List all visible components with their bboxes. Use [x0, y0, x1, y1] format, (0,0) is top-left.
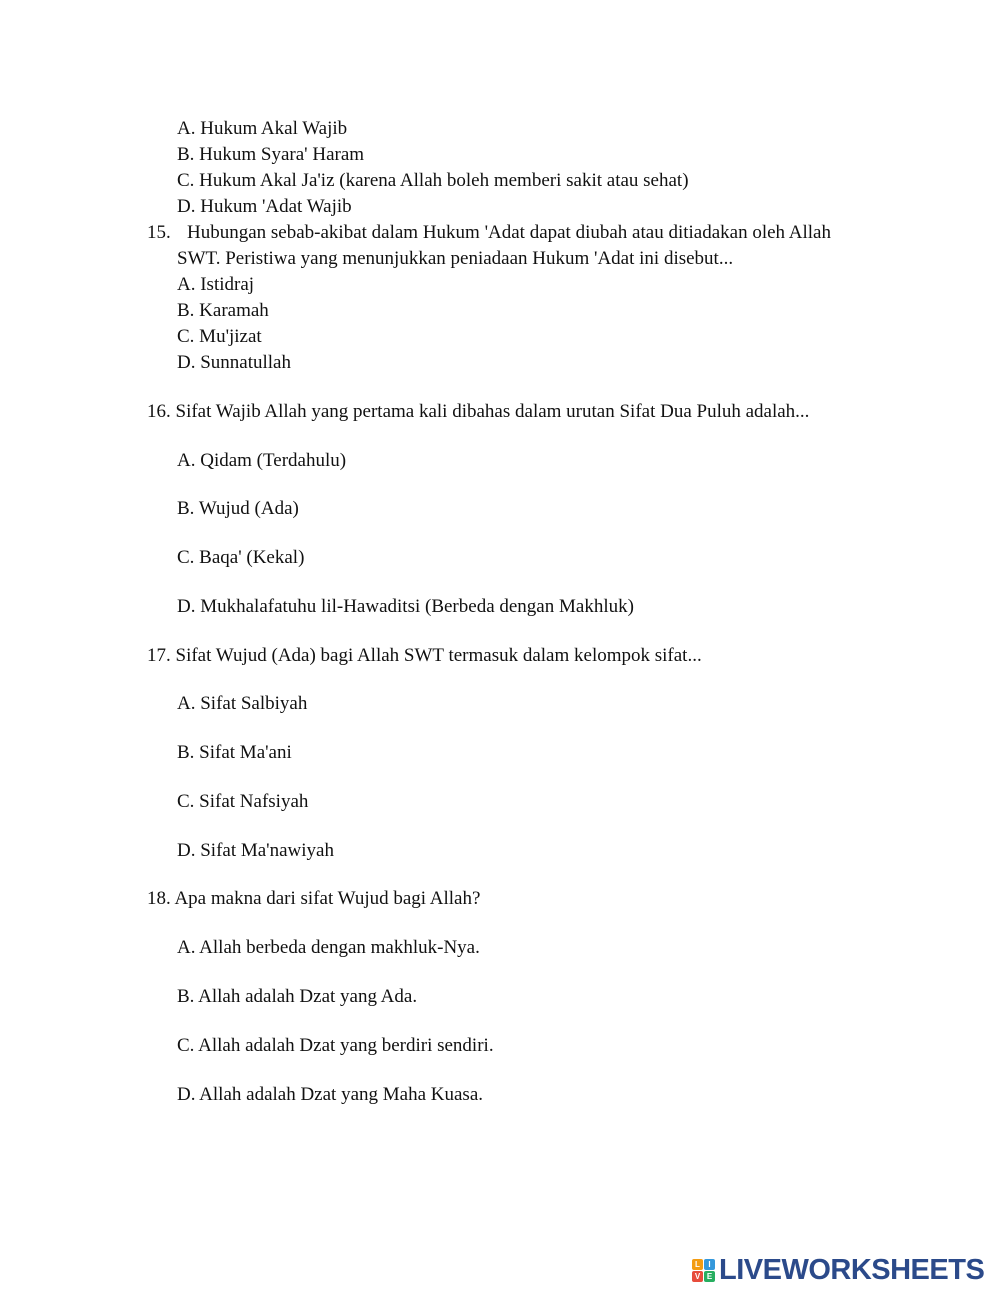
question-15-option-c: C. Mu'jizat	[177, 326, 262, 347]
question-18-option-b: B. Allah adalah Dzat yang Ada.	[177, 986, 418, 1007]
question-17-option-d: D. Sifat Ma'nawiyah	[177, 840, 334, 861]
option-c: C. Hukum Akal Ja'iz (karena Allah boleh memberi sakit atau sehat)	[177, 170, 689, 191]
question-15-option-b: B. Karamah	[177, 300, 269, 321]
question-18-option-a: A. Allah berbeda dengan makhluk-Nya.	[177, 937, 480, 958]
question-17-text: 17. Sifat Wujud (Ada) bagi Allah SWT termasuk dalam kelompok sifat...	[147, 645, 702, 666]
question-17-option-c: C. Sifat Nafsiyah	[177, 791, 309, 812]
option-a: A. Hukum Akal Wajib	[177, 118, 348, 139]
question-15-number: 15.	[147, 222, 171, 243]
question-17-option-a: A. Sifat Salbiyah	[177, 693, 308, 714]
logo-cell-e: E	[704, 1271, 715, 1282]
question-16-text: 16. Sifat Wajib Allah yang pertama kali dibahas dalam urutan Sifat Dua Puluh adalah...	[147, 401, 810, 422]
logo-cell-i: I	[704, 1259, 715, 1270]
question-16-option-b: B. Wujud (Ada)	[177, 498, 299, 519]
question-17-option-b: B. Sifat Ma'ani	[177, 742, 292, 763]
logo-cell-l: L	[692, 1259, 703, 1270]
liveworksheets-logo-text: LIVEWORKSHEETS	[719, 1253, 985, 1286]
question-18-option-d: D. Allah adalah Dzat yang Maha Kuasa.	[177, 1084, 484, 1105]
liveworksheets-logo-icon	[692, 1259, 715, 1282]
question-16-option-d: D. Mukhalafatuhu lil-Hawaditsi (Berbeda dengan Makhluk)	[177, 596, 634, 617]
liveworksheets-logo	[692, 1253, 984, 1287]
logo-cell-v: V	[692, 1271, 703, 1282]
question-16-option-c: C. Baqa' (Kekal)	[177, 547, 305, 568]
option-d: D. Hukum 'Adat Wajib	[177, 196, 352, 217]
question-16-option-a: A. Qidam (Terdahulu)	[177, 450, 347, 471]
option-b: B. Hukum Syara' Haram	[177, 144, 365, 165]
question-15-option-a: A. Istidraj	[177, 274, 255, 295]
question-18-option-c: C. Allah adalah Dzat yang berdiri sendiri.	[177, 1035, 494, 1056]
question-18-text: 18. Apa makna dari sifat Wujud bagi Allah?	[147, 888, 481, 909]
question-15-text: Hubungan sebab-akibat dalam Hukum 'Adat dapat diubah atau ditiadakan oleh Allah	[187, 222, 831, 243]
question-15-text-cont: SWT. Peristiwa yang menunjukkan peniadaan Hukum 'Adat ini disebut...	[177, 248, 734, 269]
question-15-option-d: D. Sunnatullah	[177, 352, 291, 373]
